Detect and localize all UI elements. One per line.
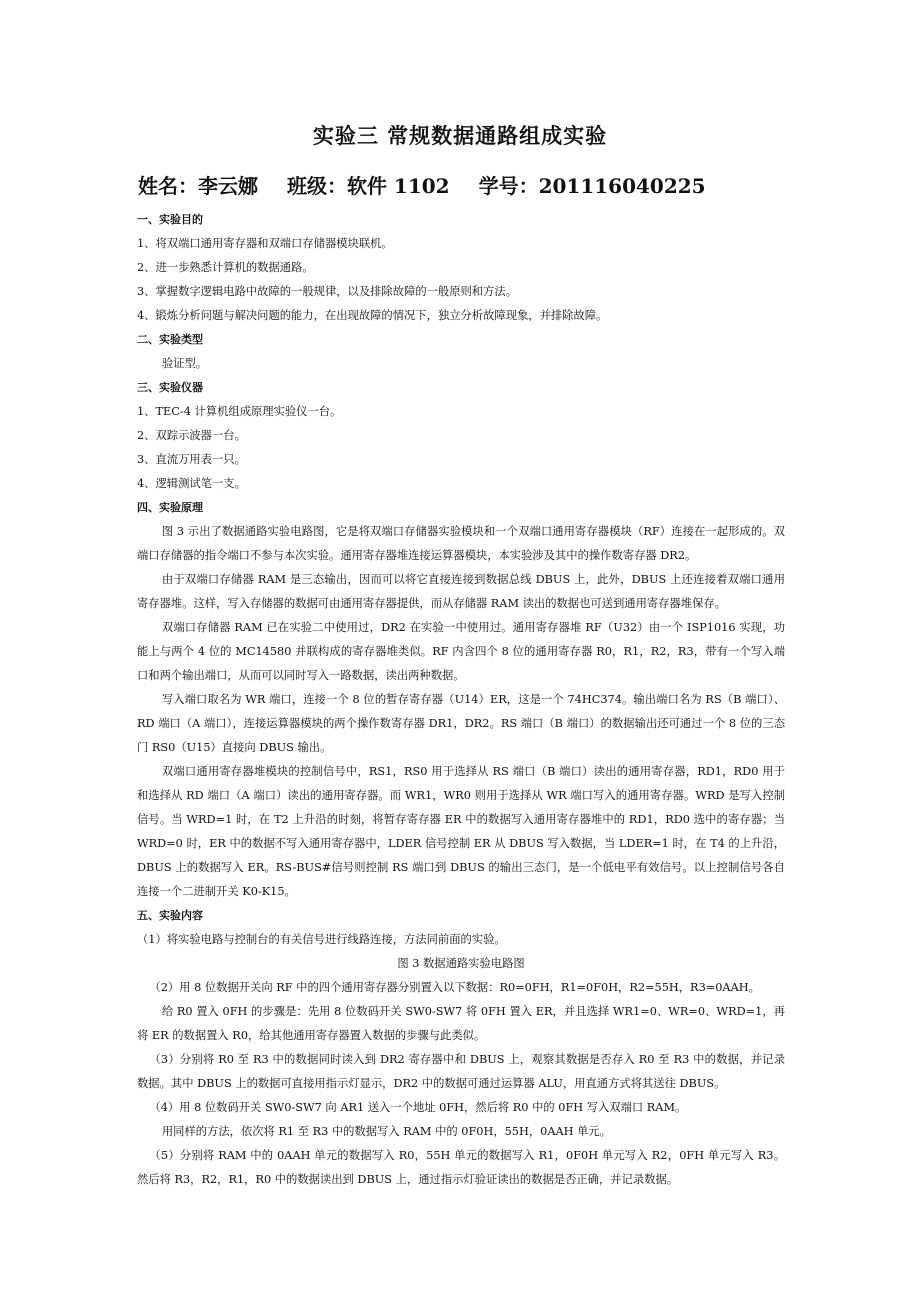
- principle-paragraph: 双端口通用寄存器堆模块的控制信号中，RS1，RS0 用于选择从 RS 端口（B 端口）读出的通用寄存器，RD1，RD0 用于和选择从 RD 端口（A 端口）读出的通用寄存器。而 WR1，WR0 则用于选择从 WR 端口写入的通用寄存器。WRD 是写入控制信号。当 WRD=1 时，在 T2 上升沿的时刻，将暂存寄存器 ER 中的数据写入通用寄存器堆中的 RD1，RD0 选中的寄存器；当 WRD=0 时，ER 中的数据不写入通用寄存器中，LDER 信号控制 ER 从 DBUS 写入数据，当 LDER=1 时，在 T4 的上升沿，DBUS 上的数据写入 ER。RS-BUS#信号则控制 RS 端口到 DBUS 的输出三态门，是一个低电平有效信号。以上控制信号各自连接一个二进制开关 K0-K15。: [137, 765, 786, 898]
- instrument-item: 4、逻辑测试笔一支。: [137, 477, 246, 490]
- section-heading-principle: 四、实验原理: [137, 501, 203, 514]
- purpose-item: 2、进一步熟悉计算机的数据通路。: [137, 261, 314, 274]
- content-step-2: （2）用 8 位数据开关向 RF 中的四个通用寄存器分别置入以下数据：R0=0FH，R1=0F0H，R2=55H，R3=0AAH。: [149, 981, 760, 994]
- principle-paragraph: 双端口存储器 RAM 已在实验二中使用过，DR2 在实验一中使用过。通用寄存器堆 RF（U32）由一个 ISP1016 实现，功能上与两个 4 位的 MC14580 并联构成的寄存器堆类似。RF 内含四个 8 位的通用寄存器 R0，R1，R2，R3，带有一个写入端口和两个输出端口，从而可以同时写入一路数据，读出两种数据。: [137, 621, 785, 682]
- type-text: 验证型。: [161, 357, 208, 370]
- section-heading-content: 五、实验内容: [137, 909, 203, 922]
- principle-paragraph: 由于双端口存储器 RAM 是三态输出，因而可以将它直接连接到数据总线 DBUS 上，此外，DBUS 上还连接着双端口通用寄存器堆。这样，写入存储器的数据可由通用寄存器提供，而从存储器 RAM 读出的数据也可送到通用寄存器堆保存。: [137, 573, 785, 610]
- student-class: 班级：软件 1102: [286, 174, 450, 198]
- instrument-item: 1、TEC-4 计算机组成原理实验仪一台。: [137, 405, 342, 418]
- purpose-item: 4、锻炼分析问题与解决问题的能力，在出现故障的情况下，独立分析故障现象，并排除故障。: [137, 309, 608, 322]
- document-title: 实验三 常规数据通路组成实验: [312, 123, 608, 148]
- content-step-5: （5）分别将 RAM 中的 0AAH 单元的数据写入 R0，55H 单元的数据写入 R1，0F0H 单元写入 R2，0FH 单元写入 R3。然后将 R3，R2，R1，R0 中的数据读出到 DBUS 上，通过指示灯验证读出的数据是否正确，并记录数据。: [137, 1149, 785, 1186]
- instrument-item: 2、双踪示波器一台。: [137, 429, 246, 442]
- content-step-4: （4）用 8 位数码开关 SW0-SW7 向 AR1 送入一个地址 0FH，然后将 R0 中的 0FH 写入双端口 RAM。: [149, 1101, 687, 1114]
- student-name: 姓名：李云娜: [138, 174, 258, 198]
- content-step-1: （1）将实验电路与控制台的有关信号进行线路连接，方法同前面的实验。: [137, 933, 506, 946]
- content-step-3: （3）分别将 R0 至 R3 中的数据同时读入到 DR2 寄存器中和 DBUS 上，观察其数据是否存入 R0 至 R3 中的数据，并记录数据。其中 DBUS 上的数据可直接用指示灯显示，DR2 中的数据可通过运算器 ALU，用直通方式将其送往 DBUS。: [137, 1053, 785, 1090]
- principle-paragraph: 写入端口取名为 WR 端口，连接一个 8 位的暂存寄存器（U14）ER，这是一个 74HC374。输出端口名为 RS（B 端口）、RD 端口（A 端口），连接运算器模块的两个操作数寄存器 DR1，DR2。RS 端口（B 端口）的数据输出还可通过一个 8 位的三态门 RS0（U15）直接向 DBUS 输出。: [137, 693, 785, 754]
- principle-paragraph: 图 3 示出了数据通路实验电路图，它是将双端口存储器实验模块和一个双端口通用寄存器模块（RF）连接在一起形成的。双端口存储器的指令端口不参与本次实验。通用寄存器堆连接运算器模块，本实验涉及其中的操作数寄存器 DR2。: [137, 525, 785, 562]
- content-step-4-detail: 用同样的方法，依次将 R1 至 R3 中的数据写入 RAM 中的 0F0H，55H，0AAH 单元。: [161, 1125, 611, 1138]
- section-heading-type: 二、实验类型: [137, 333, 203, 346]
- purpose-item: 1、将双端口通用寄存器和双端口存储器模块联机。: [137, 237, 393, 250]
- section-heading-purpose: 一、实验目的: [137, 213, 203, 226]
- author-line: [138, 170, 858, 199]
- content-step-2-detail: 给 R0 置入 0FH 的步骤是：先用 8 位数码开关 SW0-SW7 将 0FH 置入 ER，并且选择 WR1=0、WR=0、WRD=1，再将 ER 的数据置入 R0，给其他通用寄存器置入数据的步骤与此类似。: [137, 1005, 785, 1042]
- student-id: 学号：201116040225: [478, 174, 706, 198]
- figure-caption: 图 3 数据通路实验电路图: [397, 957, 525, 970]
- section-heading-instruments: 三、实验仪器: [137, 381, 203, 394]
- purpose-item: 3、掌握数字逻辑电路中故障的一般规律，以及排除故障的一般原则和方法。: [137, 285, 517, 298]
- document-body: [137, 208, 785, 1192]
- instrument-item: 3、直流万用表一只。: [137, 453, 246, 466]
